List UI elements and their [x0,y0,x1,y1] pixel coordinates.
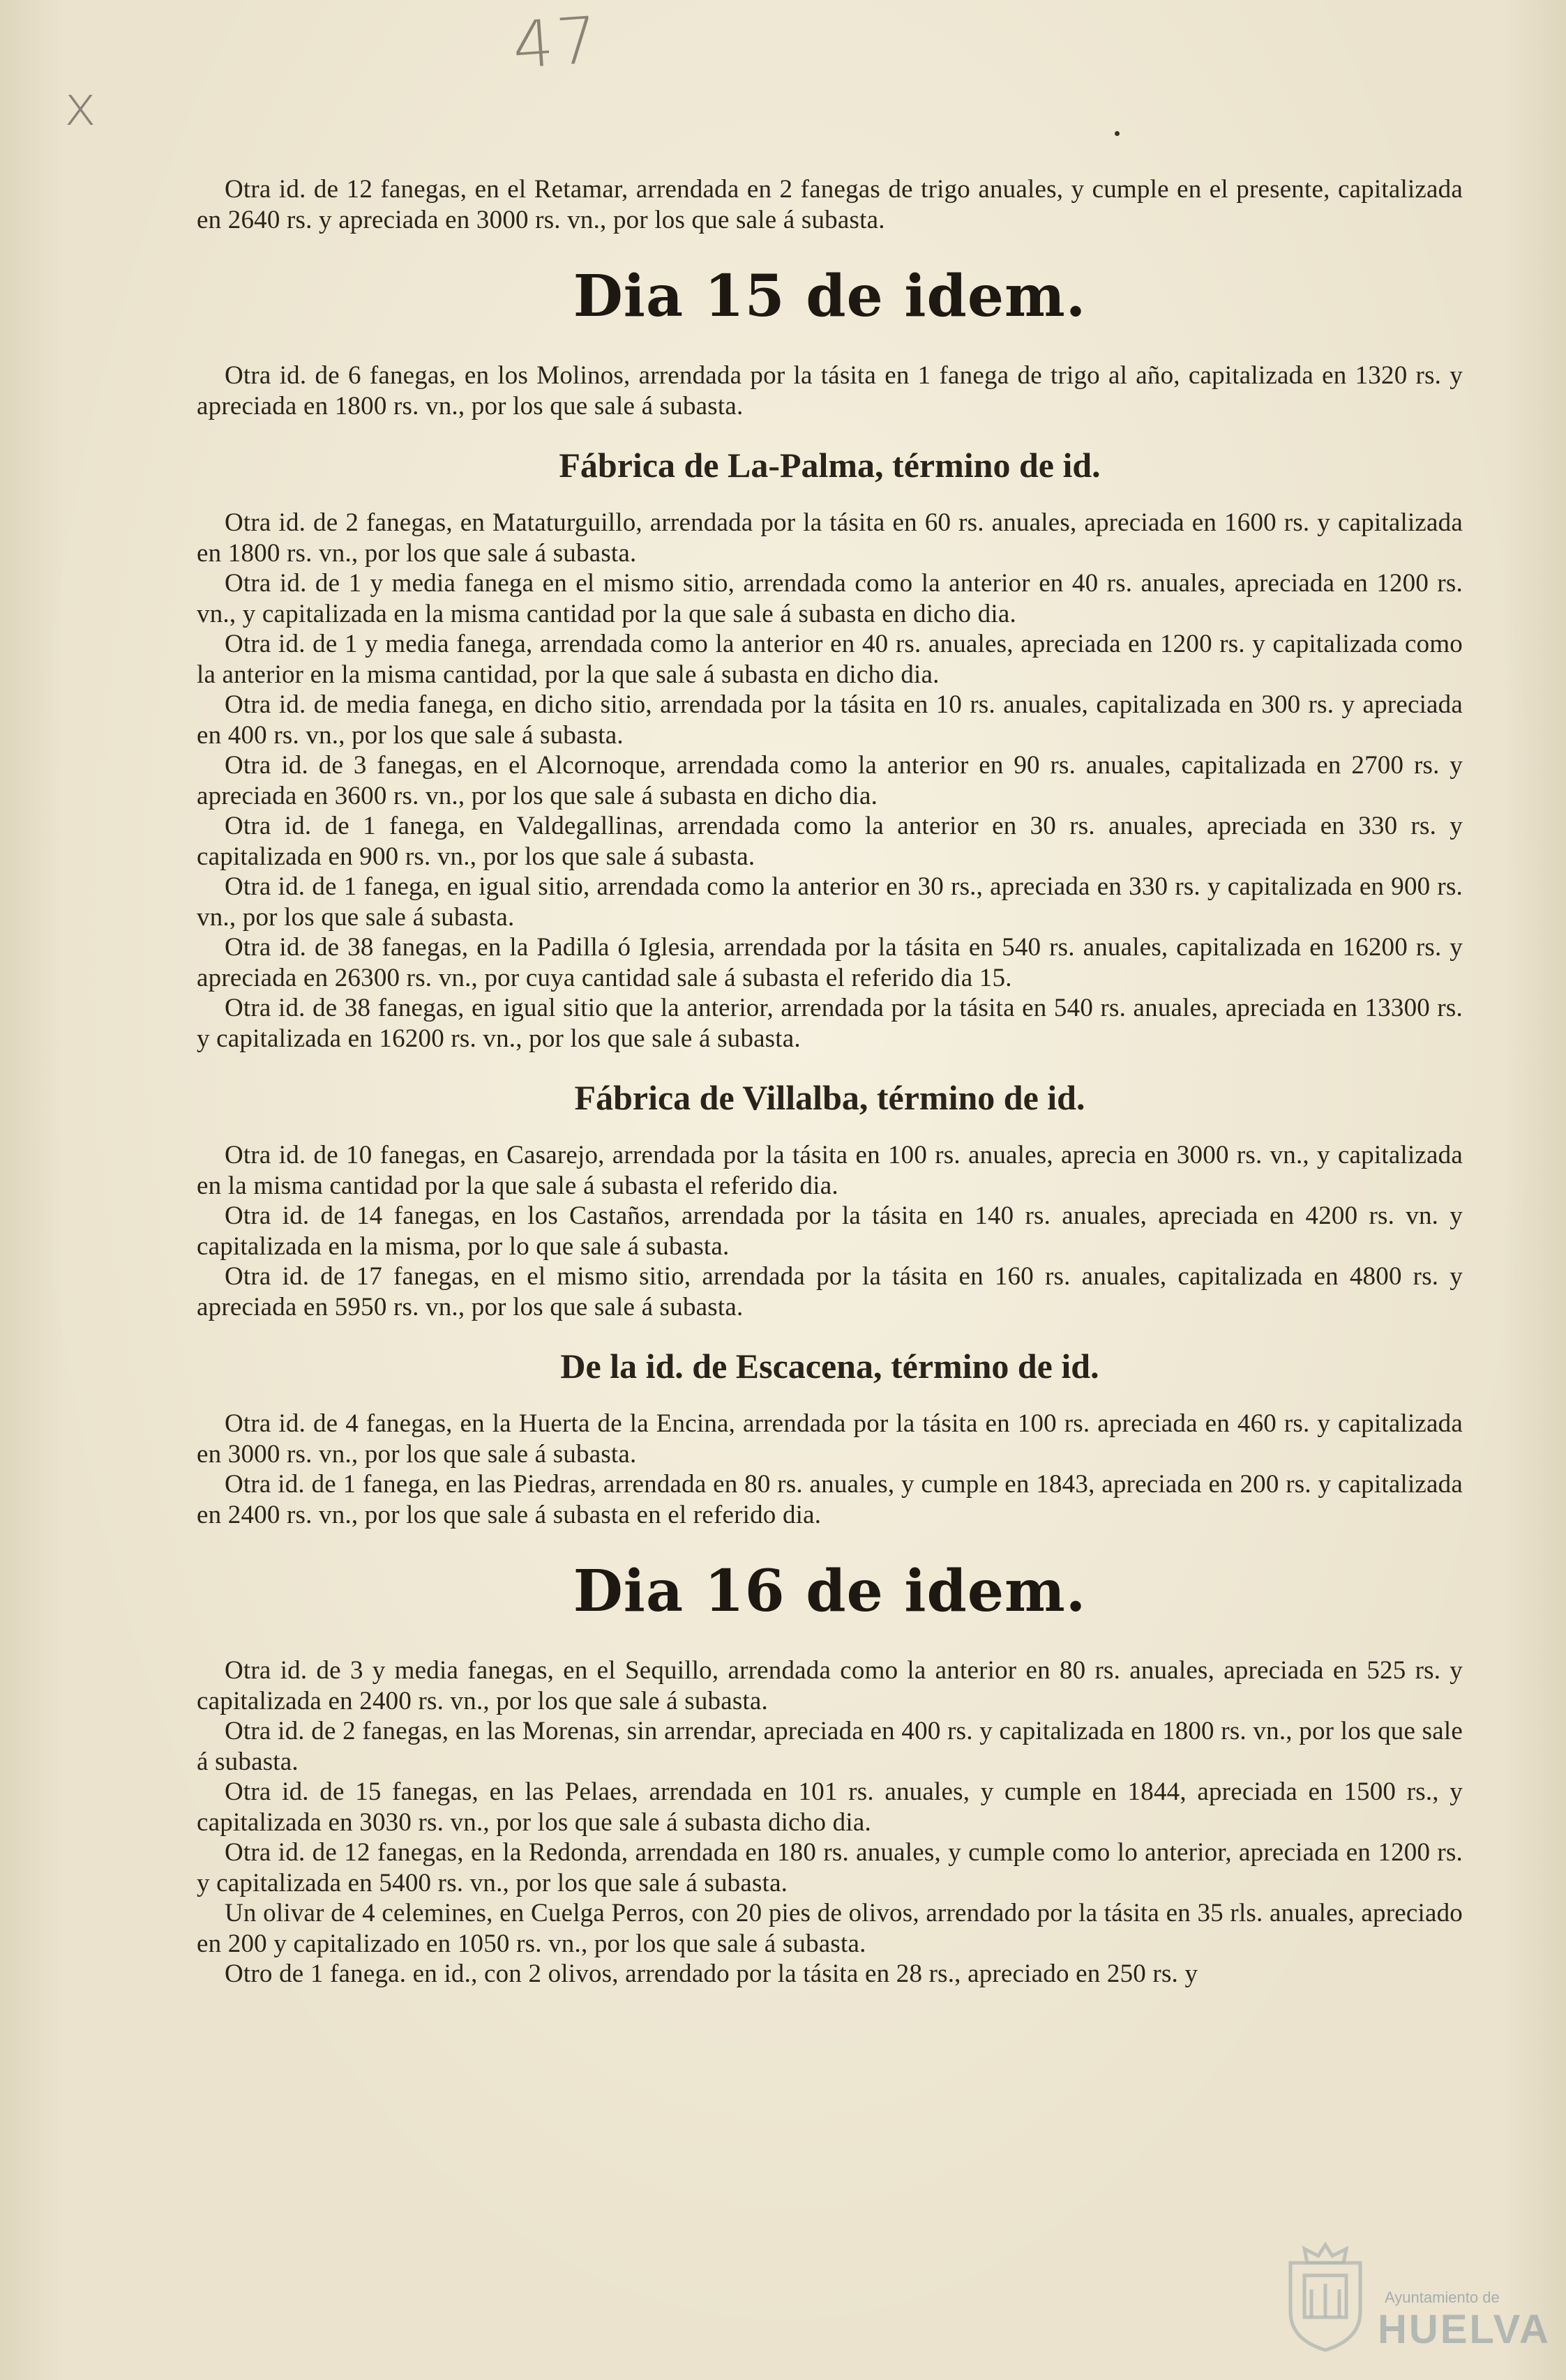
property-entry: Otra id. de 2 fanegas, en las Morenas, sin arrendar, apreciada en 400 rs. y capitalizada en 1800 rs. vn., por los que sale á subasta. [197,1717,1463,1776]
property-entry: Otra id. de 38 fanegas, en la Padilla ó Iglesia, arrendada por la tásita en 540 rs. anuales, capitalizada en 16200 rs. y apreciada en 26300 rs. vn., por cuya cantidad sale á subasta el referido dia 15. [197,933,1463,992]
pencil-page-number: 47 [510,2,603,84]
property-entry: Otra id. de 1 fanega, en Valdegallinas, arrendada como la anterior en 30 rs. anuales, apreciada en 330 rs. y capitalizada en 900 rs. vn., por los que sale á subasta. [197,812,1463,871]
property-entry: Otra id. de 10 fanegas, en Casarejo, arrendada por la tásita en 100 rs. anuales, aprecia en 3000 rs. vn., y capitalizada en la misma cantidad por la que sale á subasta el referido dia. [197,1141,1463,1200]
property-entry: Otra id. de 4 fanegas, en la Huerta de la Encina, arrendada por la tásita en 100 rs. apreciada en 460 rs. y capitalizada en 3000 rs. vn., por los que sale á subasta. [197,1409,1463,1469]
property-entry: Otra id. de 6 fanegas, en los Molinos, arrendada por la tásita en 1 fanega de trigo al año, capitalizada en 1320 rs. y apreciada en 1800 rs. vn., por los que sale á subasta. [197,361,1463,420]
property-entry: Otra id. de 38 fanegas, en igual sitio que la anterior, arrendada por la tásita en 540 rs. anuales, apreciada en 13300 rs. y capitalizada en 16200 rs. vn., por los que sale á subasta. [197,994,1463,1053]
property-entry: Otra id. de 1 y media fanega, arrendada como la anterior en 40 rs. anuales, apreciada en 1200 rs. y capitalizada como la anterior en la misma cantidad, por la que sale á subasta en dicho dia. [197,630,1463,689]
document-body [197,174,1463,1989]
property-entry: Otra id. de 2 fanegas, en Mataturguillo, arrendada por la tásita en 60 rs. anuales, apreciada en 1600 rs. y capitalizada en 1800 rs. vn., por los que sale á subasta. [197,508,1463,568]
property-entry: Otra id. de 12 fanegas, en la Redonda, arrendada en 180 rs. anuales, y cumple como lo anterior, apreciada en 1200 rs. y capitalizada en 5400 rs. vn., por los que sale á subasta. [197,1838,1463,1897]
section-heading: Fábrica de La-Palma, término de id. [559,446,1101,485]
watermark-line1: Ayuntamiento de [1385,2289,1500,2306]
watermark-line2: HUELVA [1378,2307,1551,2352]
pencil-mark: x [64,75,97,138]
ink-dot [1115,131,1120,136]
property-entry: Un olivar de 4 celemines, en Cuelga Perros, con 20 pies de olivos, arrendado por la tásita en 35 rls. anuales, apreciado en 200 y capitalizado en 1050 rs. vn., por los que sale á subasta. [197,1899,1463,1958]
day-heading: Dia 16 de idem. [573,1558,1087,1625]
property-entry: Otra id. de 1 fanega, en las Piedras, arrendada en 80 rs. anuales, y cumple en 1843, apreciada en 200 rs. y capitalizada en 2400 rs. vn., por los que sale á subasta en el referido dia. [197,1470,1463,1529]
property-entry: Otra id. de 1 y media fanega en el mismo sitio, arrendada como la anterior en 40 rs. anuales, apreciada en 1200 rs. vn., y capitalizada en la misma cantidad por la que sale á subasta en dicho dia. [197,569,1463,628]
property-entry: Otra id. de media fanega, en dicho sitio, arrendada por la tásita en 10 rs. anuales, capitalizada en 300 rs. y apreciada en 400 rs. vn., por los que sale á subasta. [197,690,1463,750]
section-heading: De la id. de Escacena, término de id. [560,1347,1099,1386]
property-entry: Otra id. de 1 fanega, en igual sitio, arrendada como la anterior en 30 rs., apreciada en 330 rs. y capitalizada en 900 rs. vn., por los que sale á subasta. [197,872,1463,932]
section-heading: Fábrica de Villalba, término de id. [574,1078,1085,1117]
day-heading: Dia 15 de idem. [573,263,1087,330]
property-entry: Otra id. de 3 y media fanegas, en el Sequillo, arrendada como la anterior en 80 rs. anuales, apreciada en 525 rs. y capitalizada en 2400 rs. vn., por los que sale á subasta. [197,1656,1463,1715]
property-entry: Otra id. de 15 fanegas, en las Pelaes, arrendada en 101 rs. anuales, y cumple en 1844, apreciada en 1500 rs., y capitalizada en 3030 rs. vn., por los que sale á subasta dicho dia. [197,1778,1463,1837]
property-entry: Otra id. de 17 fanegas, en el mismo sitio, arrendada por la tásita en 160 rs. anuales, capitalizada en 4800 rs. y apreciada en 5950 rs. vn., por los que sale á subasta. [197,1262,1463,1321]
property-entry: Otro de 1 fanega. en id., con 2 olivos, arrendado por la tásita en 28 rs., apreciado en 250 rs. y [225,1960,1198,1988]
property-entry: Otra id. de 3 fanegas, en el Alcornoque, arrendada como la anterior en 90 rs. anuales, capitalizada en 2700 rs. y apreciada en 3600 rs. vn., por los que sale á subasta en dicho dia. [197,751,1463,810]
property-entry: Otra id. de 14 fanegas, en los Castaños, arrendada por la tásita en 140 rs. anuales, apreciada en 4200 rs. vn. y capitalizada en la misma, por lo que sale á subasta. [197,1202,1463,1261]
property-entry: Otra id. de 12 fanegas, en el Retamar, arrendada en 2 fanegas de trigo anuales, y cumple en el presente, capitalizada en 2640 rs. y apreciada en 3000 rs. vn., por los que sale á subasta. [197,175,1463,234]
